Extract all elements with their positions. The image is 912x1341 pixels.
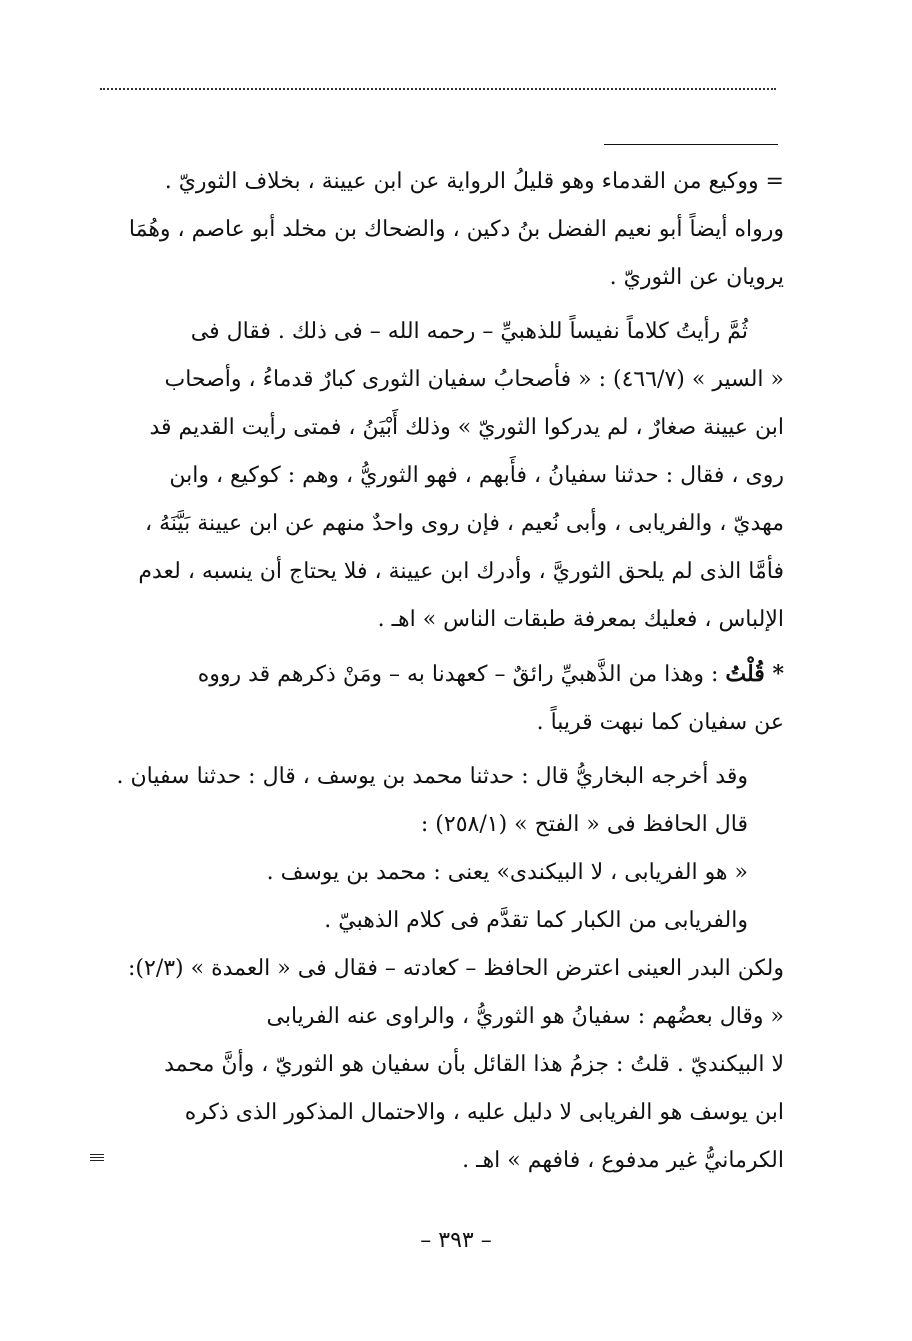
text-line (92, 158, 784, 206)
line-text: الإلباس ، فعليك بمعرفة طبقات الناس » اهـ . (377, 607, 784, 632)
line-text: فأمَّا الذى لم يلحق الثوريَّ ، وأدرك ابن عيينة ، فلا يحتاج أن ينسبه ، لعدم (138, 559, 784, 584)
text-line (92, 206, 784, 254)
line-text: والفريابى من الكبار كما تقدَّم فى كلام الذهبيّ . (324, 908, 748, 933)
line-text: « السير » (٤٦٦/٧) : « فأصحابُ سفيان الثورى كبارٌ قدماءُ ، وأصحاب (164, 367, 784, 392)
text-line (92, 650, 784, 699)
top-dotted-rule (100, 88, 776, 90)
line-text: ثُمَّ رأيتُ كلاماً نفيساً للذهبيِّ – رحمه الله – فى ذلك . فقال فى (190, 319, 748, 344)
text-line (92, 356, 784, 404)
text-line (92, 254, 784, 302)
line-text: لا البيكنديّ . قلتُ : جزمُ هذا القائل بأن سفيان هو الثوريّ ، وأنَّ محمد (164, 1052, 784, 1077)
line-text: مهديّ ، والفريابى ، وأبى نُعيم ، فإن روى واحدٌ منهم عن ابن عيينة بَيَّنَهُ ، (144, 511, 784, 536)
line-text: عن سفيان كما نبهت قريباً . (536, 710, 784, 735)
line-text: ابن يوسف هو الفريابى لا دليل عليه ، والاحتمال المذكور الذى ذكره (184, 1100, 784, 1125)
text-line (92, 897, 784, 945)
text-line (92, 801, 784, 849)
text-line (92, 1137, 784, 1185)
line-text: وقد أخرجه البخاريُّ قال : حدثنا محمد بن يوسف ، قال : حدثنا سفيان . (116, 764, 748, 789)
line-text: : وهذا من الذَّهبيِّ رائقٌ – كعهدنا به – ومَنْ ذكرهم قد رووه (197, 662, 726, 687)
text-line (92, 404, 784, 452)
text-line (92, 452, 784, 500)
page-number: – ٣٩٣ – (420, 1228, 492, 1253)
line-text: = ووكيع من القدماء وهو قليلُ الرواية عن ابن عيينة ، بخلاف الثوريّ . (164, 169, 784, 194)
text-line (92, 699, 784, 747)
line-text: « هو الفريابى ، لا البيكندى» يعنى : محمد بن يوسف . (266, 860, 748, 885)
line-text: ورواه أيضاً أبو نعيم الفضل بنُ دكين ، والضحاك بن مخلد أبو عاصم ، وهُمَا (128, 217, 784, 242)
line-text: روى ، فقال : حدثنا سفيانُ ، فأَبهم ، فهو الثوريُّ ، وهم : كوكيع ، وابن (169, 463, 784, 488)
text-line (92, 753, 784, 801)
line-text: الكرمانيُّ غير مدفوع ، فافهم » اهـ . (462, 1148, 784, 1173)
line-text: « وقال بعضُهم : سفيانُ هو الثوريُّ ، والراوى عنه الفريابى (266, 1004, 784, 1029)
text-line (92, 945, 784, 993)
line-text: قال الحافظ فى « الفتح » (٢٥٨/١) : (420, 812, 748, 837)
lead-word: * قُلْتُ (725, 661, 784, 687)
footnote-separator (604, 144, 778, 145)
line-text: ابن عيينة صغارٌ ، لم يدركوا الثوريّ » وذلك أَبْيَنُ ، فمتى رأيت القديم قد (149, 415, 784, 440)
text-line (92, 849, 784, 897)
line-text: ولكن البدر العينى اعترض الحافظ – كعادته – فقال فى « العمدة » (٢/٣): (128, 956, 784, 981)
text-line (92, 1089, 784, 1137)
text-line (92, 1041, 784, 1089)
text-line (92, 500, 784, 548)
page-body-text (92, 158, 784, 1185)
text-line (92, 596, 784, 644)
line-text: يرويان عن الثوريّ . (609, 265, 784, 290)
text-line (92, 993, 784, 1041)
continuation-mark (90, 1154, 104, 1166)
text-line (92, 308, 784, 356)
text-line (92, 548, 784, 596)
